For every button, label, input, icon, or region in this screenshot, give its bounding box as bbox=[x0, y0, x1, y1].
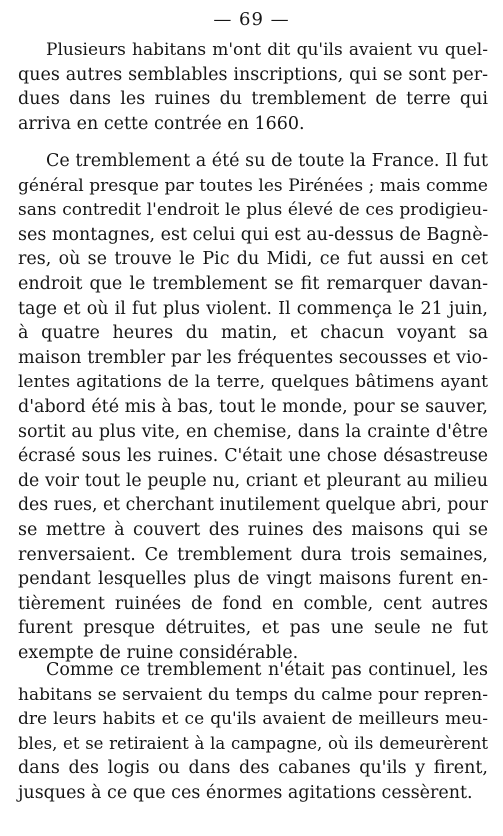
text-line: général presque par toutes les Pirénées ; mais comme bbox=[18, 175, 488, 196]
text-line: à quatre heures du matin, et chacun voyant sa bbox=[18, 323, 488, 344]
text-line: d'abord été mis à bas, tout le monde, pour se sauver, bbox=[18, 396, 488, 417]
text-line: res, où se trouve le Pic du Midi, ce fut aussi en cet bbox=[18, 249, 488, 270]
paragraph bbox=[18, 38, 488, 136]
text-line: ses montagnes, est celui qui est au-dessus de Bagnè- bbox=[18, 224, 489, 245]
page-number: — 69 — bbox=[213, 9, 290, 30]
text-line: ques autres semblables inscriptions, qui se sont per- bbox=[18, 64, 488, 85]
text-line: dues dans les ruines du tremblement de terre qui bbox=[18, 89, 488, 110]
text-line: se mettre à couvert des ruines des maisons qui se bbox=[18, 519, 488, 540]
text-line: de voir tout le peuple nu, criant et pleurant au milieu bbox=[18, 470, 488, 491]
text-line: Comme ce tremblement n'était pas continuel, les bbox=[46, 660, 488, 680]
text-line: furent presque détruites, et pas une seule ne fut bbox=[18, 618, 488, 639]
text-line: Plusieurs habitans m'ont dit qu'ils avaient vu quel- bbox=[46, 40, 488, 60]
text-line: Ce tremblement a été su de toute la France. Il fut bbox=[46, 151, 488, 171]
text-line: arriva en cette contrée en 1660. bbox=[18, 113, 305, 134]
paragraph bbox=[18, 658, 488, 806]
text-line: exempte de ruine considérable. bbox=[18, 642, 299, 663]
text-line: sans contredit l'endroit le plus élevé de ces prodigieu- bbox=[18, 200, 488, 221]
text-line: habitans se servaient du temps du calme pour repren- bbox=[18, 684, 488, 705]
text-line: renversaient. Ce tremblement dura trois semaines, bbox=[18, 544, 488, 565]
text-line: dre leurs habits et ce qu'ils avaient de meilleurs meu- bbox=[18, 709, 488, 730]
text-line: jusques à ce que ces énormes agitations cessèrent. bbox=[18, 782, 473, 803]
text-line: écrasé sous les ruines. C'était une chose désastreuse bbox=[18, 446, 488, 467]
text-line: endroit que le tremblement se fit remarquer davan- bbox=[18, 273, 488, 294]
paragraph bbox=[18, 149, 488, 665]
text-line: dans des logis ou dans des cabanes qu'ils y firent, bbox=[18, 758, 488, 779]
text-line: pendant lesquelles plus de vingt maisons furent en- bbox=[18, 569, 488, 590]
text-line: maison trembler par les fréquentes secousses et vio- bbox=[18, 347, 488, 368]
text-line: tièrement ruinées de fond en comble, cent autres bbox=[18, 593, 488, 614]
text-line: tage et où il fut plus violent. Il commença le 21 juin, bbox=[18, 298, 488, 319]
text-line: lentes agitations de la terre, quelques bâtimens ayant bbox=[18, 372, 488, 393]
text-line: des rues, et cherchant inutilement quelque abri, pour bbox=[18, 495, 488, 516]
text-line: bles, et se retiraient à la campagne, où ils demeurèrent bbox=[18, 733, 488, 753]
text-line: sortit au plus vite, en chemise, dans la crainte d'être bbox=[18, 421, 488, 442]
